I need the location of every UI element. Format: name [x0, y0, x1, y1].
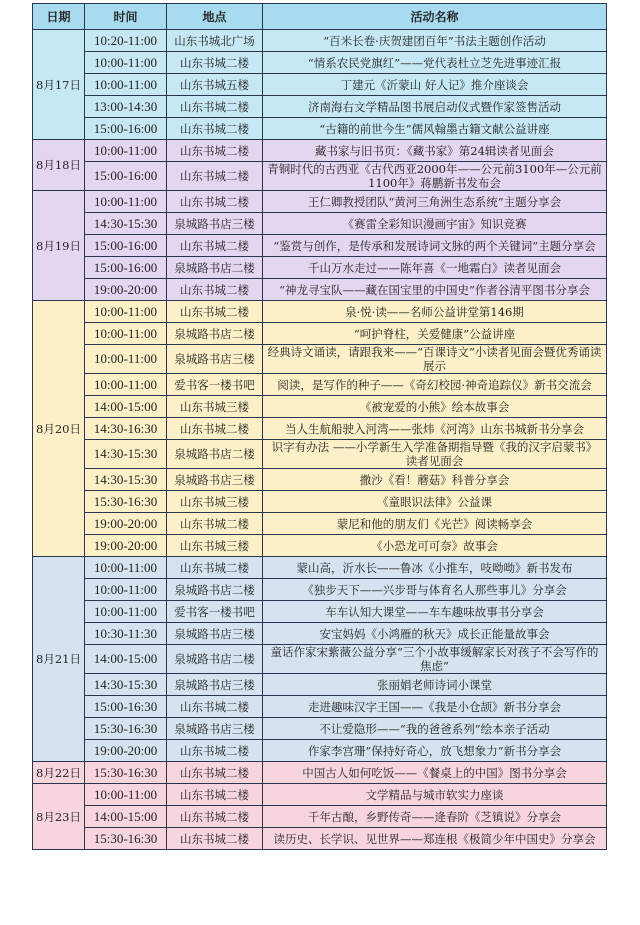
- date-cell: 8月18日: [33, 140, 85, 191]
- place-cell: 爱书客一楼书吧: [167, 374, 263, 396]
- place-cell: 山东书城三楼: [167, 396, 263, 418]
- activity-cell: 阅读，是写作的种子——《奇幻校园·神奇追踪仪》新书交流会: [263, 374, 607, 396]
- place-cell: 泉城路书店二楼: [167, 440, 263, 469]
- place-cell: 泉城路书店三楼: [167, 718, 263, 740]
- table-row: [33, 279, 607, 301]
- place-cell: 泉城路书店二楼: [167, 645, 263, 674]
- activity-cell: 中国古人如何吃饭——《餐桌上的中国》图书分享会: [263, 762, 607, 784]
- time-cell: 10:00-11:00: [85, 52, 167, 74]
- activity-cell: 《独步天下——兴步哥与体育名人那些事儿》分享会: [263, 579, 607, 601]
- place-cell: 泉城路书店二楼: [167, 257, 263, 279]
- activity-cell: 王仁卿教授团队“黄河三角洲生态系统”主题分享会: [263, 191, 607, 213]
- date-cell: 8月20日: [33, 301, 85, 557]
- table-row: [33, 674, 607, 696]
- place-cell: 山东书城二楼: [167, 418, 263, 440]
- table-row: [33, 440, 607, 469]
- place-cell: 山东书城二楼: [167, 96, 263, 118]
- time-cell: 19:00-20:00: [85, 740, 167, 762]
- place-cell: 山东书城二楼: [167, 279, 263, 301]
- time-cell: 15:30-16:30: [85, 491, 167, 513]
- place-cell: 山东书城二楼: [167, 806, 263, 828]
- table-row: [33, 762, 607, 784]
- activity-cell: 经典诗文诵读，请跟我来——“百课诗文”小读者见面会暨优秀诵读展示: [263, 345, 607, 374]
- activity-cell: 识字有办法 ——小学新生入学准备期指导暨《我的汉字启蒙书》读者见面会: [263, 440, 607, 469]
- header-time: 时间: [85, 4, 167, 30]
- activity-cell: 千年古酿，乡野传奇——逄春阶《芝镇说》分享会: [263, 806, 607, 828]
- table-row: [33, 740, 607, 762]
- activity-cell: 撒沙《看！蘑菇》科普分享会: [263, 469, 607, 491]
- activity-cell: “百米长卷·庆贺建团百年”书法主题创作活动: [263, 30, 607, 52]
- table-row: [33, 345, 607, 374]
- table-row: [33, 418, 607, 440]
- place-cell: 泉城路书店三楼: [167, 213, 263, 235]
- place-cell: 山东书城二楼: [167, 557, 263, 579]
- activity-cell: “古籍的前世今生”儒风翰墨古籍文献公益讲座: [263, 118, 607, 140]
- table-row: [33, 235, 607, 257]
- activity-cell: 蒙山高，沂水长——鲁冰《小推车，吱呦呦》新书发布: [263, 557, 607, 579]
- time-cell: 10:00-11:00: [85, 601, 167, 623]
- table-row: [33, 784, 607, 806]
- event-schedule-table: [32, 3, 607, 850]
- place-cell: 山东书城二楼: [167, 696, 263, 718]
- place-cell: 山东书城二楼: [167, 828, 263, 850]
- activity-cell: “情系农民党旗红”——党代表杜立芝先进事迹汇报: [263, 52, 607, 74]
- place-cell: 山东书城二楼: [167, 118, 263, 140]
- activity-cell: 《被宠爱的小熊》绘本故事会: [263, 396, 607, 418]
- table-row: [33, 140, 607, 162]
- time-cell: 14:30-15:30: [85, 674, 167, 696]
- header-activity: 活动名称: [263, 4, 607, 30]
- time-cell: 10:20-11:00: [85, 30, 167, 52]
- table-row: [33, 469, 607, 491]
- table-row: [33, 162, 607, 191]
- time-cell: 19:00-20:00: [85, 279, 167, 301]
- time-cell: 10:00-11:00: [85, 140, 167, 162]
- time-cell: 14:00-15:00: [85, 645, 167, 674]
- time-cell: 15:30-16:30: [85, 718, 167, 740]
- time-cell: 15:00-16:00: [85, 118, 167, 140]
- activity-cell: 青铜时代的古西亚《古代西亚2000年——公元前3100年—公元前1100年》蒋鹏新书发布会: [263, 162, 607, 191]
- time-cell: 14:30-15:30: [85, 213, 167, 235]
- table-row: [33, 491, 607, 513]
- table-row: [33, 557, 607, 579]
- table-row: [33, 718, 607, 740]
- place-cell: 泉城路书店三楼: [167, 674, 263, 696]
- table-row: [33, 535, 607, 557]
- table-row: [33, 96, 607, 118]
- schedule-body: [33, 30, 607, 850]
- time-cell: 10:00-11:00: [85, 345, 167, 374]
- activity-cell: 蒙尼和他的朋友们《光芒》阅读畅享会: [263, 513, 607, 535]
- place-cell: 山东书城二楼: [167, 740, 263, 762]
- place-cell: 山东书城二楼: [167, 162, 263, 191]
- time-cell: 14:00-15:00: [85, 396, 167, 418]
- activity-cell: 作家李宫珊“保持好奇心，放飞想象力”新书分享会: [263, 740, 607, 762]
- place-cell: 爱书客一楼书吧: [167, 601, 263, 623]
- table-row: [33, 301, 607, 323]
- activity-cell: 张丽娟老师诗词小课堂: [263, 674, 607, 696]
- activity-cell: 《童眼识法律》公益课: [263, 491, 607, 513]
- header-date: 日期: [33, 4, 85, 30]
- place-cell: 山东书城五楼: [167, 74, 263, 96]
- date-cell: 8月23日: [33, 784, 85, 850]
- time-cell: 10:00-11:00: [85, 323, 167, 345]
- place-cell: 泉城路书店三楼: [167, 469, 263, 491]
- header-place: 地点: [167, 4, 263, 30]
- place-cell: 山东书城二楼: [167, 191, 263, 213]
- activity-cell: “呵护脊柱，关爱健康”公益讲座: [263, 323, 607, 345]
- date-cell: 8月21日: [33, 557, 85, 762]
- time-cell: 15:30-16:30: [85, 828, 167, 850]
- time-cell: 10:00-11:00: [85, 74, 167, 96]
- table-row: [33, 257, 607, 279]
- activity-cell: “鉴赏与创作，是传承和发展诗词文脉的两个关键词”主题分享会: [263, 235, 607, 257]
- time-cell: 10:00-11:00: [85, 579, 167, 601]
- activity-cell: 《赛雷全彩知识漫画宇宙》知识竞赛: [263, 213, 607, 235]
- time-cell: 15:00-16:00: [85, 235, 167, 257]
- time-cell: 10:00-11:00: [85, 557, 167, 579]
- table-row: [33, 213, 607, 235]
- table-row: [33, 374, 607, 396]
- table-row: [33, 396, 607, 418]
- table-row: [33, 696, 607, 718]
- time-cell: 10:00-11:00: [85, 784, 167, 806]
- activity-cell: 走进趣味汉字王国——《我是小仓颉》新书分享会: [263, 696, 607, 718]
- time-cell: 14:30-15:30: [85, 440, 167, 469]
- time-cell: 10:00-11:00: [85, 374, 167, 396]
- table-row: [33, 579, 607, 601]
- time-cell: 15:30-16:30: [85, 762, 167, 784]
- time-cell: 15:00-16:00: [85, 257, 167, 279]
- table-row: [33, 191, 607, 213]
- activity-cell: 《小恐龙可可奈》故事会: [263, 535, 607, 557]
- place-cell: 山东书城北广场: [167, 30, 263, 52]
- time-cell: 13:00-14:30: [85, 96, 167, 118]
- date-cell: 8月22日: [33, 762, 85, 784]
- place-cell: 山东书城二楼: [167, 52, 263, 74]
- table-row: [33, 645, 607, 674]
- place-cell: 山东书城二楼: [167, 235, 263, 257]
- table-row: [33, 806, 607, 828]
- time-cell: 15:00-16:30: [85, 696, 167, 718]
- activity-cell: 童话作家宋紫薇公益分享“三个小故事缓解家长对孩子不会写作的焦虑”: [263, 645, 607, 674]
- activity-cell: 济南海右文学精品图书展启动仪式暨作家签售活动: [263, 96, 607, 118]
- time-cell: 15:00-16:00: [85, 162, 167, 191]
- activity-cell: 安宝妈妈《小鸿雁的秋天》成长正能量故事会: [263, 623, 607, 645]
- table-row: [33, 118, 607, 140]
- place-cell: 山东书城二楼: [167, 513, 263, 535]
- activity-cell: 车车认知大课堂——车车趣味故事书分享会: [263, 601, 607, 623]
- activity-cell: 不让爱隐形——“我的爸爸系列”绘本亲子活动: [263, 718, 607, 740]
- table-row: [33, 30, 607, 52]
- activity-cell: 丁建元《沂蒙山 好人记》推介座谈会: [263, 74, 607, 96]
- place-cell: 山东书城二楼: [167, 140, 263, 162]
- date-cell: 8月19日: [33, 191, 85, 301]
- place-cell: 泉城路书店三楼: [167, 623, 263, 645]
- table-row: [33, 513, 607, 535]
- date-cell: 8月17日: [33, 30, 85, 140]
- activity-cell: 泉·悦·读——名师公益讲堂第146期: [263, 301, 607, 323]
- table-row: [33, 623, 607, 645]
- place-cell: 山东书城二楼: [167, 301, 263, 323]
- time-cell: 10:00-11:00: [85, 301, 167, 323]
- place-cell: 山东书城二楼: [167, 762, 263, 784]
- time-cell: 14:30-15:30: [85, 469, 167, 491]
- time-cell: 14:00-15:00: [85, 806, 167, 828]
- table-row: [33, 52, 607, 74]
- table-row: [33, 74, 607, 96]
- time-cell: 10:30-11:30: [85, 623, 167, 645]
- place-cell: 山东书城三楼: [167, 491, 263, 513]
- activity-cell: 千山万水走过——陈年喜《一地霜白》读者见面会: [263, 257, 607, 279]
- table-row: [33, 601, 607, 623]
- header-row: [33, 4, 607, 30]
- time-cell: 19:00-20:00: [85, 513, 167, 535]
- place-cell: 山东书城三楼: [167, 535, 263, 557]
- table-row: [33, 323, 607, 345]
- activity-cell: “神龙寻宝队——藏在国宝里的中国史”作者谷清平图书分享会: [263, 279, 607, 301]
- place-cell: 泉城路书店二楼: [167, 323, 263, 345]
- activity-cell: 藏书家与旧书页：《藏书家》第24辑读者见面会: [263, 140, 607, 162]
- place-cell: 泉城路书店二楼: [167, 579, 263, 601]
- time-cell: 14:30-16:30: [85, 418, 167, 440]
- place-cell: 泉城路书店三楼: [167, 345, 263, 374]
- time-cell: 10:00-11:00: [85, 191, 167, 213]
- activity-cell: 读历史、长学识、见世界——郑连根《极简少年中国史》分享会: [263, 828, 607, 850]
- activity-cell: 文学精品与城市软实力座谈: [263, 784, 607, 806]
- time-cell: 19:00-20:00: [85, 535, 167, 557]
- place-cell: 山东书城二楼: [167, 784, 263, 806]
- activity-cell: 当人生航船驶入河湾——张炜《河湾》山东书城新书分享会: [263, 418, 607, 440]
- table-row: [33, 828, 607, 850]
